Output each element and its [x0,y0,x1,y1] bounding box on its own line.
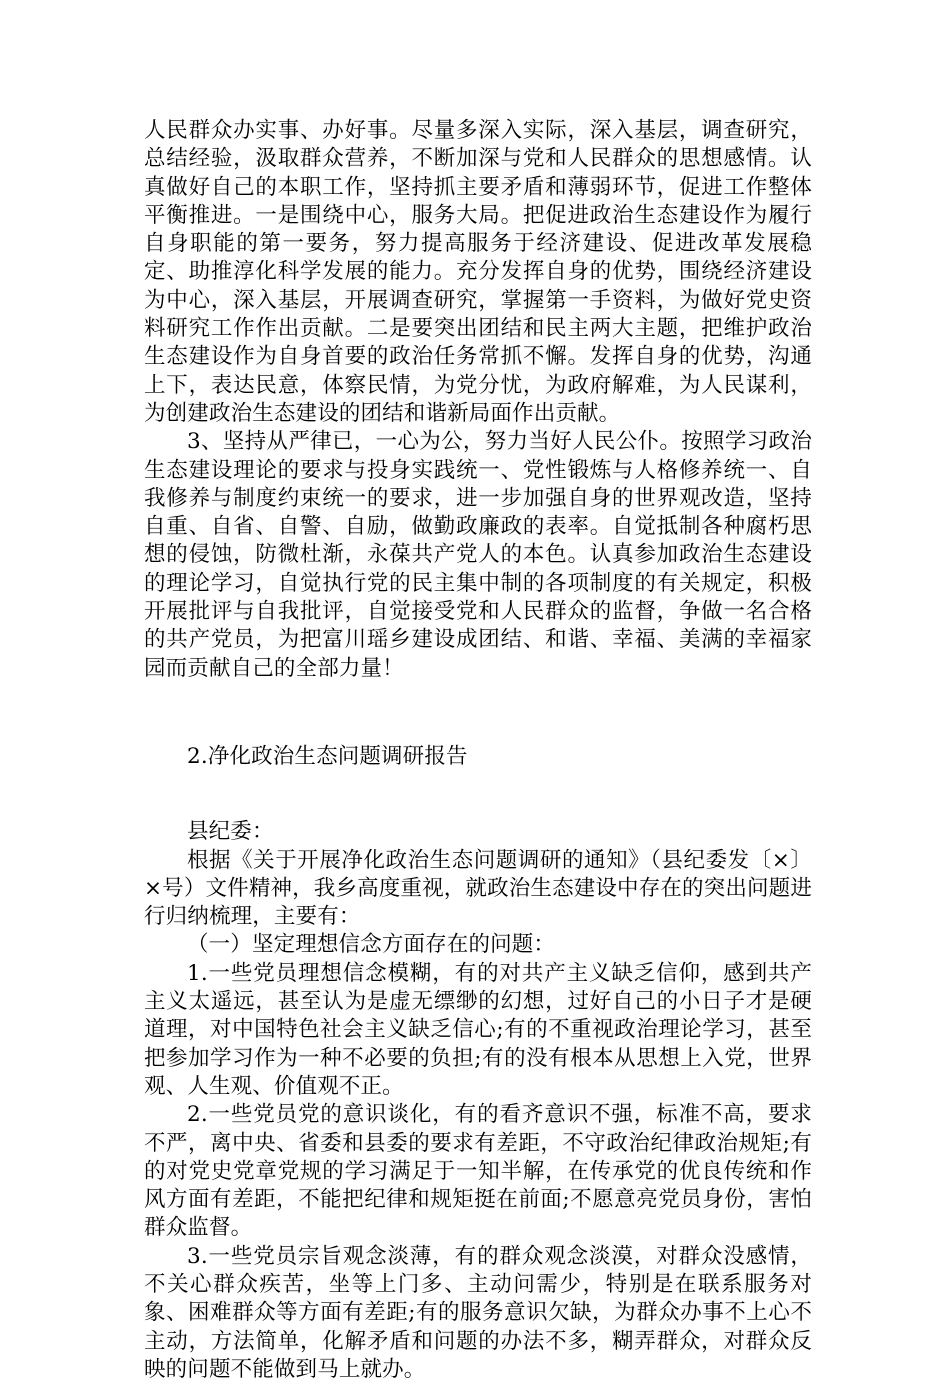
paragraph-continued: 人民群众办实事、办好事。尽量多深入实际，深入基层，调查研究，总结经验，汲取群众营养，不断加深与党和人民群众的思想感情。认真做好自己的本职工作，坚持抓主要矛盾和薄弱环节，促进工作整体平衡推进。一是围绕中心，服务大局。把促进政治生态建设作为履行自身职能的第一要务，努力提高服务于经济建设、促进改革发展稳定、助推淳化科学发展的能力。充分发挥自身的优势，围绕经济建设为中心，深入基层，开展调查研究，掌握第一手资料，为做好党史资料研究工作作出贡献。二是要突出团结和民主两大主题，把维护政治生态建设作为自身首要的政治任务常抓不懈。发挥自身的优势，沟通上下，表达民意，体察民情，为党分忧，为政府解难，为人民谋利，为创建政治生态建设的团结和谐新局面作出贡献。 [144,118,812,426]
salutation: 县纪委： [187,819,274,845]
document-body [144,117,812,1384]
paragraph-item-2: 2.一些党员党的意识谈化，有的看齐意识不强，标准不高，要求不严，离中央、省委和县委的要求有差距，不守政治纪律政治规矩;有的对党史党章党规的学习满足于一知半解，在传承党的优良传统和作风方面有差距，不能把纪律和规矩挺在前面;不愿意亮党员身份，害怕群众监督。 [144,1102,812,1241]
subsection-heading: （一）坚定理想信念方面存在的问题： [187,932,556,958]
paragraph-intro: 根据《关于开展净化政治生态问题调研的通知》（县纪委发〔×〕×号）文件精神，我乡高度重视，就政治生态建设中存在的突出问题进行归纳梳理，主要有： [144,847,812,930]
paragraph-item-3: 3.一些党员宗旨观念淡薄，有的群众观念淡漠，对群众没感情，不关心群众疾苦，坐等上门多、主动问需少，特别是在联系服务对象、困难群众等方面有差距;有的服务意识欠缺，为群众办事不上心不主动，方法简单，化解矛盾和问题的办法不多，糊弄群众，对群众反映的问题不能做到马上就办。 [144,1243,812,1382]
paragraph-point-3: 3、坚持从严律已，一心为公，努力当好人民公仆。按照学习政治生态建设理论的要求与投身实践统一、党性锻炼与人格修养统一、自我修养与制度约束统一的要求，进一步加强自身的世界观改造，坚持自重、自省、自警、自励，做勤政廉政的表率。自觉抵制各种腐朽思想的侵蚀，防微杜渐，永葆共产党人的本色。认真参加政治生态建设的理论学习，自觉执行党的民主集中制的各项制度的有关规定，积极开展批评与自我批评，自觉接受党和人民群众的监督，争做一名合格的共产党员，为把富川瑶乡建设成团结、和谐、幸福、美满的幸福家园而贡献自己的全部力量！ [144,429,812,681]
paragraph-item-1: 1.一些党员理想信念模糊，有的对共产主义缺乏信仰，感到共产主义太遥远，甚至认为是虚无缥缈的幻想，过好自己的小日子才是硬道理，对中国特色社会主义缺乏信心;有的不重视政治理论学习，甚至把参加学习作为一种不必要的负担;有的没有根本从思想上入党，世界观、人生观、价值观不正。 [144,960,812,1099]
section-heading: 2.净化政治生态问题调研报告 [187,743,468,769]
